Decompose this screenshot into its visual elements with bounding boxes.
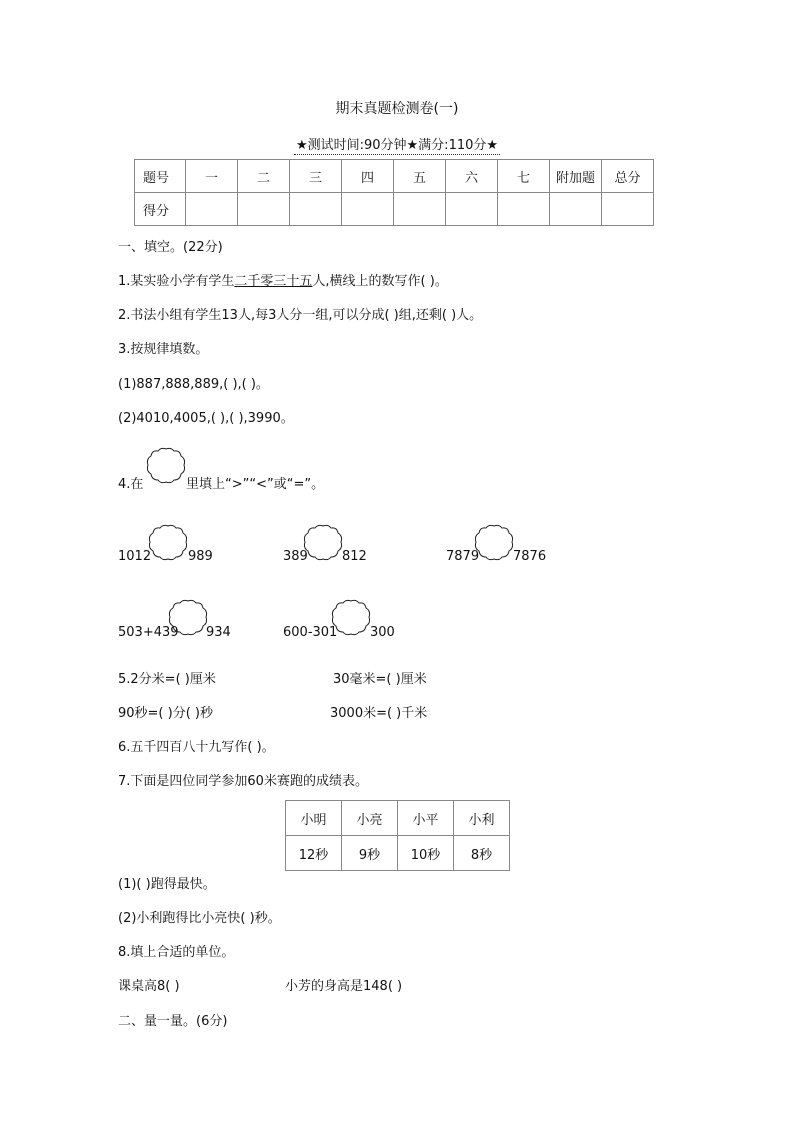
score-header-cell: 总分: [602, 160, 654, 193]
page-title: 期末真题检测卷(一): [335, 101, 459, 117]
question-7-1: (1)( )跑得最快。: [118, 877, 216, 892]
question-3-1: (1)887,888,889,( ),( )。: [118, 377, 269, 392]
score-value-row: [135, 193, 654, 226]
run-time-cell: 9秒: [342, 836, 398, 871]
question-4-pre: 4.在: [118, 477, 144, 492]
subtitle-text: ★测试时间:90分钟★满分:110分★: [295, 138, 499, 153]
compare-left: 503+439: [118, 625, 179, 640]
score-cell[interactable]: [602, 193, 654, 226]
question-1-pre: 1.某实验小学有学生: [118, 274, 235, 289]
score-header-cell: 二: [238, 160, 290, 193]
run-names-row: [286, 801, 510, 836]
run-name-cell: 小明: [286, 801, 342, 836]
compare-circle-icon[interactable]: [331, 599, 371, 637]
question-1-underlined: 二千零三十五: [234, 274, 313, 289]
question-3-2: (2)4010,4005,( ),( ),3990。: [118, 411, 294, 426]
question-1-post: 人,横线上的数写作( )。: [312, 274, 448, 289]
run-time-cell: 10秒: [398, 836, 454, 871]
compare-circle-icon[interactable]: [303, 524, 343, 562]
scallop-shape: [147, 448, 184, 482]
score-header-cell: 题号: [135, 160, 186, 193]
section-heading-measure: 二、量一量。(6分): [118, 1014, 228, 1029]
compare-circle-icon[interactable]: [474, 524, 514, 562]
question-5b: 30毫米=( )厘米: [333, 672, 427, 687]
section-heading-fill: 一、填空。(22分): [118, 240, 223, 255]
score-header-cell: 六: [446, 160, 498, 193]
compare-left: 7879: [446, 549, 480, 564]
compare-right: 934: [206, 625, 231, 640]
run-name-cell: 小利: [454, 801, 510, 836]
run-name-cell: 小平: [398, 801, 454, 836]
compare-left: 600-301: [283, 625, 338, 640]
score-header-cell: 五: [394, 160, 446, 193]
compare-right: 812: [342, 549, 367, 564]
score-header-row: [135, 160, 654, 193]
score-header-cell: 附加题: [550, 160, 602, 193]
score-header-cell: 一: [186, 160, 238, 193]
question-8b: 小芳的身高是148( ): [285, 979, 403, 994]
score-table: [134, 159, 654, 226]
compare-circle-icon[interactable]: [168, 599, 208, 637]
score-cell[interactable]: [394, 193, 446, 226]
score-cell[interactable]: [186, 193, 238, 226]
run-times-row: [286, 836, 510, 871]
score-cell[interactable]: [290, 193, 342, 226]
question-3: 3.按规律填数。: [118, 342, 209, 357]
scallop-circle-icon: [146, 447, 186, 485]
question-2: 2.书法小组有学生13人,每3人分一组,可以分成( )组,还剩( )人。: [118, 308, 483, 323]
page-subtitle: [0, 134, 794, 153]
question-7: 7.下面是四位同学参加60米赛跑的成绩表。: [118, 774, 368, 789]
run-name-cell: 小亮: [342, 801, 398, 836]
score-header-cell: 四: [342, 160, 394, 193]
run-time-cell: 12秒: [286, 836, 342, 871]
compare-left: 1012: [118, 549, 152, 564]
score-header-cell: 三: [290, 160, 342, 193]
question-7-2: (2)小利跑得比小亮快( )秒。: [118, 911, 281, 926]
question-1: [118, 270, 448, 289]
question-5c: 90秒=( )分( )秒: [118, 706, 213, 721]
compare-left: 389: [283, 549, 308, 564]
score-cell[interactable]: [550, 193, 602, 226]
compare-circle-icon[interactable]: [148, 524, 188, 562]
compare-right: 300: [370, 625, 395, 640]
run-time-cell: 8秒: [454, 836, 510, 871]
score-cell[interactable]: [446, 193, 498, 226]
question-5d: 3000米=( )千米: [330, 706, 428, 721]
run-results-table: [285, 800, 510, 871]
compare-right: 989: [188, 549, 213, 564]
score-row-label: 得分: [135, 193, 186, 226]
question-5a: 5.2分米=( )厘米: [118, 672, 216, 687]
score-cell[interactable]: [498, 193, 550, 226]
question-8: 8.填上合适的单位。: [118, 945, 235, 960]
score-cell[interactable]: [342, 193, 394, 226]
question-6: 6.五千四百八十九写作( )。: [118, 740, 275, 755]
question-8a: 课桌高8( ): [118, 979, 180, 994]
score-cell[interactable]: [238, 193, 290, 226]
compare-right: 7876: [513, 549, 547, 564]
score-header-cell: 七: [498, 160, 550, 193]
question-4-post: 里填上“>”“<”或“=”。: [186, 477, 325, 492]
